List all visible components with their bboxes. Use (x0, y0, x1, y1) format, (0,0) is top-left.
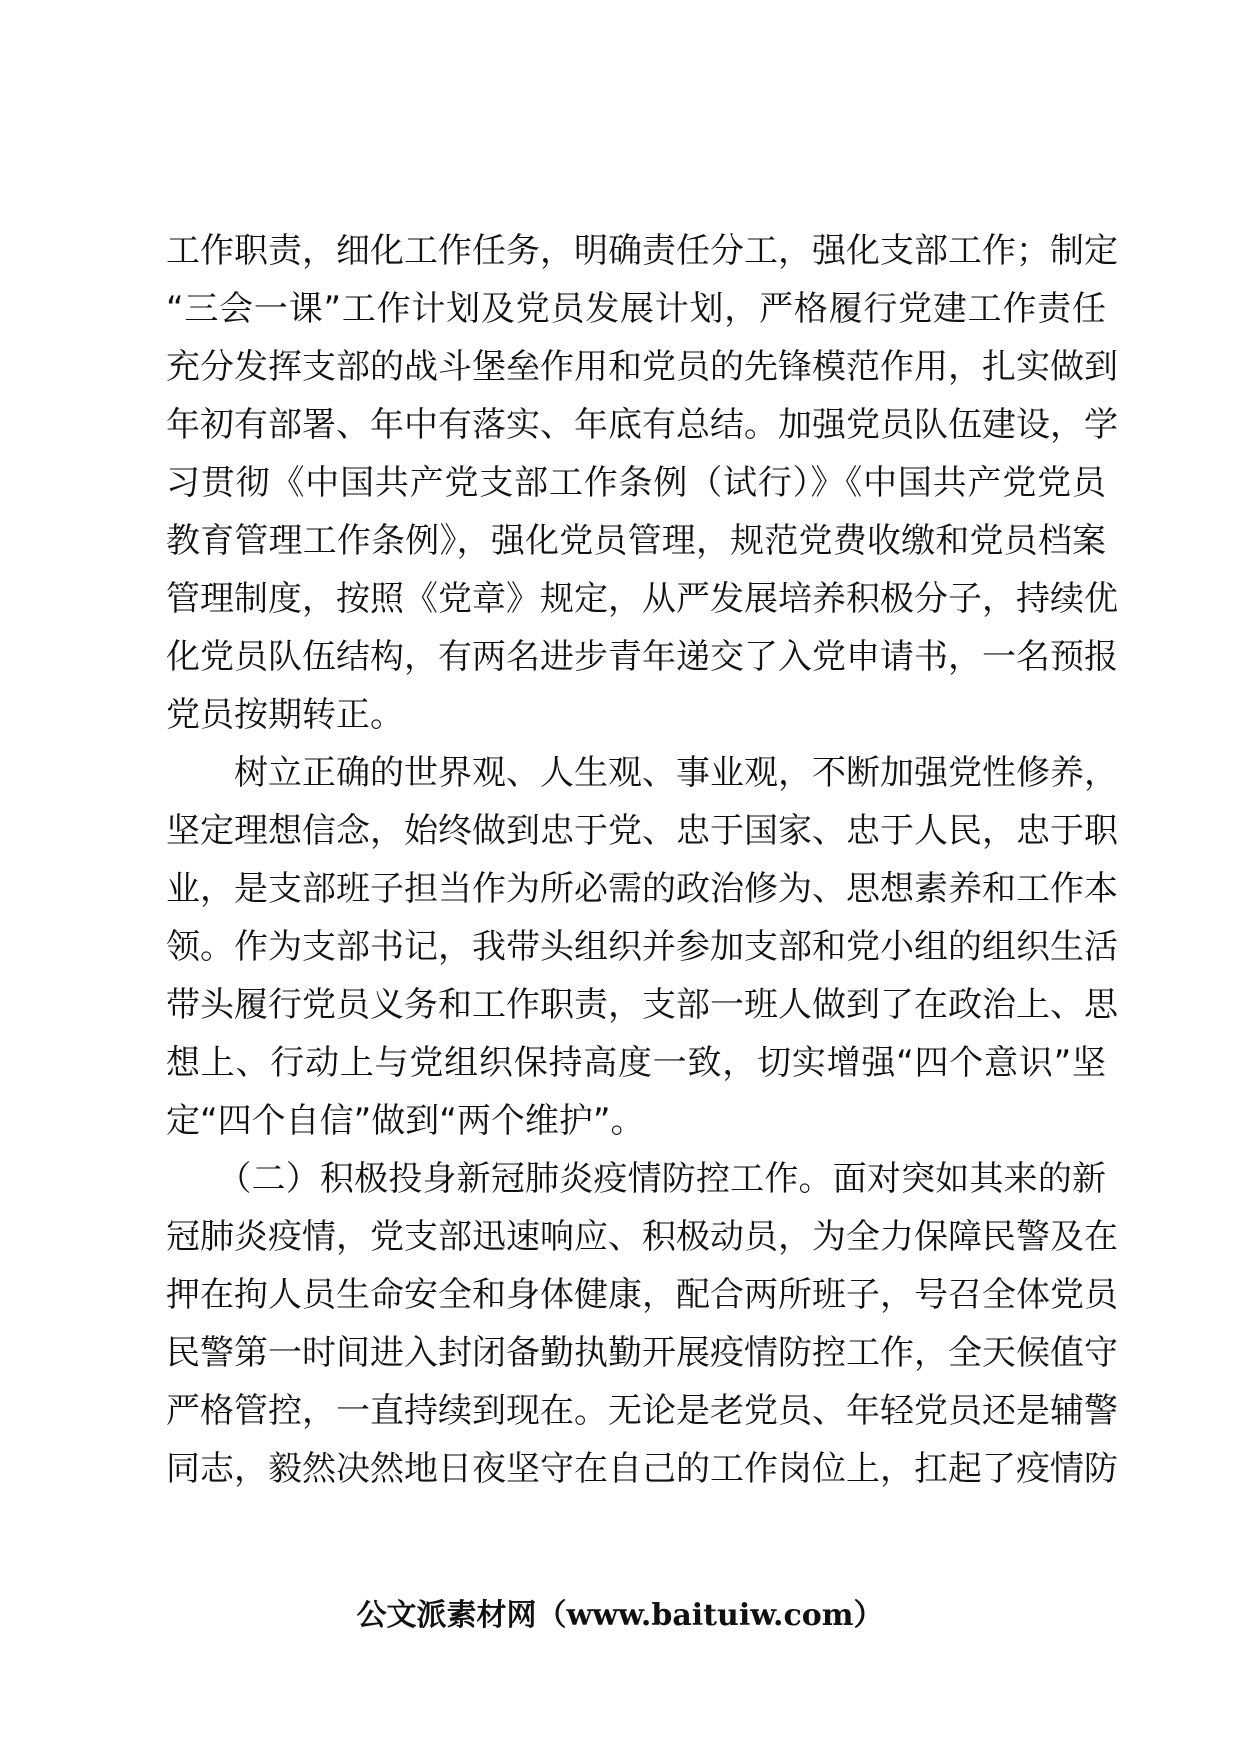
text-line-6: 教育管理工作条例》，强化党员管理，规范党费收缴和党员档案 (166, 521, 1106, 561)
text-line-16: 定“四个自信”做到“两个维护”。 (166, 1101, 645, 1141)
text-line-20: 民警第一时间进入封闭备勤执勤开展疫情防控工作，全天候值守 (166, 1333, 1118, 1373)
text-line-9: 党员按期转正。 (166, 695, 404, 735)
text-line-3: 充分发挥支部的战斗堡垒作用和党员的先锋模范作用，扎实做到 (166, 347, 1118, 387)
page-footer: 公文派素材网（www.baituiw.com） (356, 1598, 884, 1633)
text-line-8: 化党员队伍结构，有两名进步青年递交了入党申请书，一名预报 (166, 637, 1118, 677)
text-line-15: 想上、行动上与党组织保持高度一致，切实增强“四个意识”坚 (166, 1043, 1106, 1083)
text-line-19: 押在拘人员生命安全和身体健康，配合两所班子，号召全体党员 (166, 1275, 1118, 1315)
text-line-4: 年初有部署、年中有落实、年底有总结。加强党员队伍建设，学 (166, 405, 1118, 445)
text-line-7: 管理制度，按照《党章》规定，从严发展培养积极分子，持续优 (166, 579, 1118, 619)
text-line-18: 冠肺炎疫情，党支部迅速响应、积极动员，为全力保障民警及在 (166, 1217, 1118, 1257)
text-line-11: 坚定理想信念，始终做到忠于党、忠于国家、忠于人民，忠于职 (166, 811, 1118, 851)
text-line-13: 领。作为支部书记，我带头组织并参加支部和党小组的组织生活 (166, 927, 1118, 967)
text-line-22: 同志，毅然决然地日夜坚守在自己的工作岗位上，扛起了疫情防 (166, 1449, 1118, 1489)
text-line-2: “三会一课”工作计划及党员发展计划，严格履行党建工作责任 (166, 289, 1106, 329)
text-line-1: 工作职责，细化工作任务，明确责任分工，强化支部工作；制定 (166, 231, 1118, 271)
text-line-12: 业，是支部班子担当作为所必需的政治修为、思想素养和工作本 (166, 869, 1118, 909)
text-line-5: 习贯彻《中国共产党支部工作条例（试行）》《中国共产党党员 (166, 463, 1106, 503)
text-line-14: 带头履行党员义务和工作职责，支部一班人做到了在政治上、思 (166, 985, 1118, 1025)
text-line-17: （二）积极投身新冠肺炎疫情防控工作。面对突如其来的新 (166, 1159, 1106, 1199)
text-line-21: 严格管控，一直持续到现在。无论是老党员、年轻党员还是辅警 (166, 1391, 1118, 1431)
text-line-10: 树立正确的世界观、人生观、事业观，不断加强党性修养， (166, 753, 1118, 793)
body-text (166, 222, 1118, 1498)
